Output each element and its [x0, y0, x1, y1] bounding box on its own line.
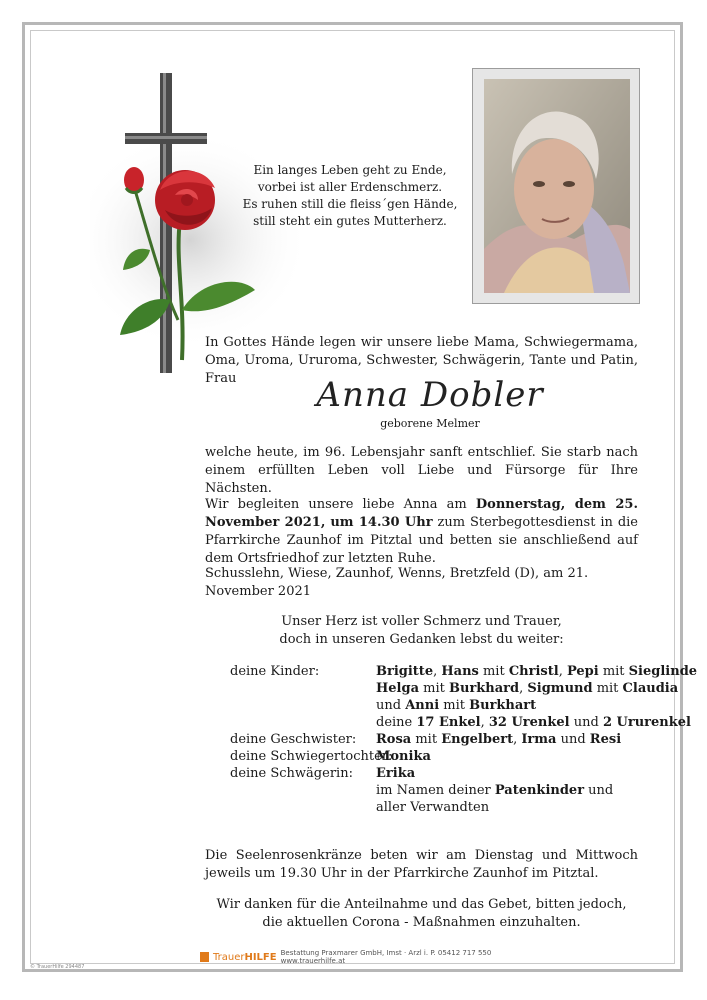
children-label: deine Kinder: — [230, 664, 320, 679]
siblings-label: deine Geschwister: — [230, 732, 357, 747]
intro-paragraph: In Gottes Hände legen wir unsere liebe Mama, Schwiegermama, Oma, Uroma, Ururoma, Schwester, Schwägerin, Tante und Patin, Frau — [205, 335, 638, 386]
portrait-photo — [484, 79, 630, 293]
deceased-name: Anna Dobler — [316, 375, 544, 415]
memorial-poem — [240, 162, 460, 230]
relatives-line: aller Verwandten — [376, 800, 490, 815]
funeral-time: um 14.30 Uhr — [330, 515, 433, 530]
portrait-frame — [472, 68, 640, 304]
funeral-date: Donnerstag, dem 25. November 2021, — [205, 497, 638, 530]
rosary-paragraph: Die Seelenrosenkränze beten wir am Dienstag und Mittwoch jeweils um 19.30 Uhr in der Pfarrkirche Zaunhof im Pitztal. — [205, 848, 638, 881]
death-paragraph: welche heute, im 96. Lebensjahr sanft entschlief. Sie starb nach einem erfüllten Leben voll Liebe und Fürsorge für Ihre Nächsten. — [205, 445, 638, 496]
place-date: Schusslehn, Wiese, Zaunhof, Wenns, Bretzfeld (D), am 21. November 2021 — [205, 566, 589, 599]
poem-line: vorbei ist aller Erdenschmerz. — [257, 180, 443, 194]
document-code: © TrauerHilfe 294487 — [30, 964, 85, 970]
daughter-in-law-label: deine Schwiegertochter: — [230, 749, 393, 764]
motto: Unser Herz ist voller Schmerz und Trauer, doch in unseren Gedanken lebst du weiter: — [279, 614, 564, 647]
funeral-paragraph: Wir begleiten unsere liebe Anna am Donnerstag, dem 25. November 2021, um 14.30 Uhr zum Sterbegottesdienst in die Pfarrkirche Zaunhof im Pitztal und betten sie anschließend auf dem Ortsfriedhof zur letzten Ruhe. — [205, 497, 638, 566]
poem-line: Es ruhen still die fleiss´gen Hände, — [242, 197, 458, 211]
birth-name: geborene Melmer — [380, 417, 480, 430]
thanks-paragraph: Wir danken für die Anteilnahme und das Gebet, bitten jedoch, die aktuellen Corona - Maßnahmen einzuhalten. — [216, 897, 627, 930]
siblings-line: Rosa mit Engelbert, Irma und Resi — [376, 732, 622, 747]
logo-icon — [200, 952, 209, 962]
logo: TrauerHILFE — [212, 951, 277, 963]
footer-contact: Bestattung Praxmarer GmbH, Imst · Arzl i. P. 05412 717 550 www.trauerhilfe.at — [280, 949, 492, 965]
children-line: Helga mit Burkhard, Sigmund mit Claudia — [376, 681, 679, 696]
daughter-in-law-name: Monika — [376, 749, 431, 764]
poem-line: still steht ein gutes Mutterherz. — [253, 214, 447, 228]
footer — [200, 950, 530, 964]
grandchildren-line: deine 17 Enkel, 32 Urenkel und 2 Ururenkel — [376, 715, 691, 730]
sister-in-law-label: deine Schwägerin: — [230, 766, 353, 781]
children-line: und Anni mit Burkhart — [376, 698, 537, 713]
poem-line: Ein langes Leben geht zu Ende, — [253, 163, 447, 177]
sister-in-law-name: Erika — [376, 766, 416, 781]
godchildren-line: im Namen deiner Patenkinder und — [376, 783, 614, 798]
children-line: Brigitte, Hans mit Christl, Pepi mit Sieglinde — [376, 664, 698, 679]
